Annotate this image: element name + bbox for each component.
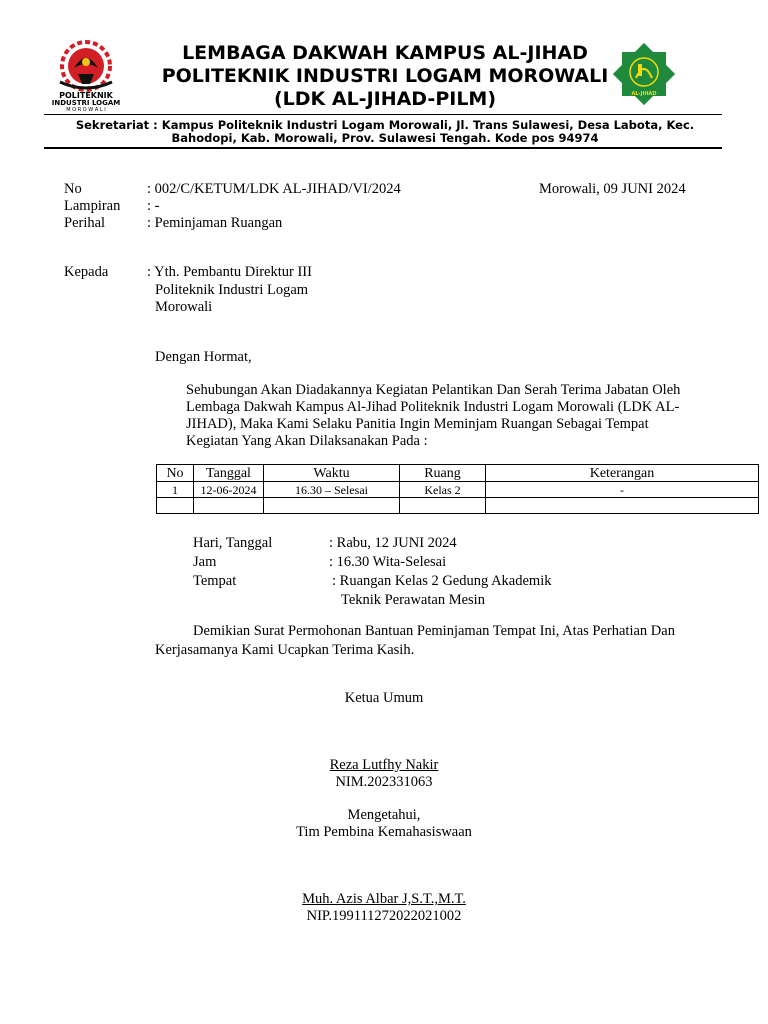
ldk-logo-text: AL-JIHAD bbox=[631, 91, 657, 97]
gear-emblem-icon bbox=[46, 38, 126, 98]
table-cell: - bbox=[486, 482, 759, 498]
kepada-label: Kepada bbox=[64, 264, 109, 280]
col-header-tanggal: Tanggal bbox=[194, 465, 264, 482]
hari-value: : Rabu, 12 JUNI 2024 bbox=[329, 535, 457, 551]
lampiran-label: Lampiran bbox=[64, 198, 121, 214]
perihal-label: Perihal bbox=[64, 215, 106, 231]
body-para-line: Kegiatan Yang Akan Dilaksanakan Pada : bbox=[186, 433, 428, 449]
politeknik-logo bbox=[46, 38, 126, 114]
col-header-ruang: Ruang bbox=[400, 465, 486, 482]
secretariat-line-1: Sekretariat : Kampus Politeknik Industri Logam Morowali, Jl. Trans Sulawesi, Desa Labota, Kec. bbox=[75, 118, 695, 132]
header-line-3: (LDK AL-JIHAD-PILM) bbox=[273, 88, 497, 110]
tempat-label: Tempat bbox=[193, 573, 237, 589]
recipient-line-3: Morowali bbox=[155, 299, 213, 315]
no-label: No bbox=[64, 181, 82, 197]
hari-label: Hari, Tanggal bbox=[193, 535, 273, 551]
table-cell bbox=[264, 498, 400, 514]
table-cell bbox=[157, 498, 194, 514]
col-header-keterangan: Keterangan bbox=[486, 465, 759, 482]
closing-line-1: Demikian Surat Permohonan Bantuan Peminjaman Tempat Ini, Atas Perhatian Dan bbox=[193, 623, 675, 639]
letter-date: Morowali, 09 JUNI 2024 bbox=[539, 181, 686, 197]
col-header-waktu: Waktu bbox=[264, 465, 400, 482]
greeting: Dengan Hormat, bbox=[155, 349, 252, 365]
table-cell bbox=[194, 498, 264, 514]
table-cell: 1 bbox=[157, 482, 194, 498]
table-row bbox=[157, 498, 759, 514]
body-para-line: Sehubungan Akan Diadakannya Kegiatan Pelantikan Dan Serah Terima Jabatan Oleh bbox=[186, 382, 681, 398]
table-cell bbox=[486, 498, 759, 514]
logo-text-2: INDUSTRI LOGAM bbox=[51, 99, 121, 107]
tempat-value: : Ruangan Kelas 2 Gedung Akademik bbox=[332, 573, 552, 589]
no-value: : 002/C/KETUM/LDK AL-JIHAD/VI/2024 bbox=[147, 181, 401, 197]
body-para-line: Lembaga Dakwah Kampus Al-Jihad Politeknik Industri Logam Morowali (LDK AL- bbox=[186, 399, 680, 415]
secretariat-line-2: Bahodopi, Kab. Morowali, Prov. Sulawesi Tengah. Kode pos 94974 bbox=[171, 131, 599, 145]
col-header-no: No bbox=[157, 465, 194, 482]
logo-text-1: POLITEKNIK bbox=[59, 91, 113, 100]
table-cell: Kelas 2 bbox=[400, 482, 486, 498]
body-para-line: JIHAD), Maka Kami Selaku Panitia Ingin Meminjam Ruangan Sebagai Tempat bbox=[186, 416, 649, 432]
table-cell bbox=[400, 498, 486, 514]
recipient-line-2: Politeknik Industri Logam bbox=[155, 282, 309, 298]
header-divider-top bbox=[44, 114, 722, 115]
advisor-name: Muh. Azis Albar J,S.T.,M.T. bbox=[302, 891, 466, 907]
signatory-title: Ketua Umum bbox=[344, 690, 424, 706]
recipient-line-1: : Yth. Pembantu Direktur III bbox=[147, 264, 312, 280]
header-line-1: LEMBAGA DAKWAH KAMPUS AL-JIHAD bbox=[182, 42, 588, 64]
table-cell: 16.30 – Selesai bbox=[264, 482, 400, 498]
header-divider-bottom bbox=[44, 147, 722, 149]
room-booking-table bbox=[156, 464, 759, 514]
logo-text-3: M O R O W A L I bbox=[66, 107, 106, 113]
table-cell: 12-06-2024 bbox=[194, 482, 264, 498]
table-row bbox=[157, 482, 759, 498]
header-line-2: POLITEKNIK INDUSTRI LOGAM MOROWALI bbox=[161, 65, 609, 87]
table-header-row bbox=[157, 465, 759, 482]
jam-value: : 16.30 Wita-Selesai bbox=[329, 554, 447, 570]
signatory-nim: NIM.202331063 bbox=[335, 774, 433, 790]
lampiran-value: : - bbox=[147, 198, 160, 214]
jam-label: Jam bbox=[193, 554, 217, 570]
acknowledge-label: Mengetahui, bbox=[347, 807, 421, 823]
acknowledge-org: Tim Pembina Kemahasiswaan bbox=[296, 824, 472, 840]
perihal-value: : Peminjaman Ruangan bbox=[147, 215, 283, 231]
closing-line-2: Kerjasamanya Kami Ucapkan Terima Kasih. bbox=[155, 642, 415, 658]
advisor-nip: NIP.199111272022021002 bbox=[306, 908, 462, 924]
signatory-name: Reza Lutfhy Nakir bbox=[329, 757, 439, 773]
tempat-value-2: Teknik Perawatan Mesin bbox=[341, 592, 485, 608]
